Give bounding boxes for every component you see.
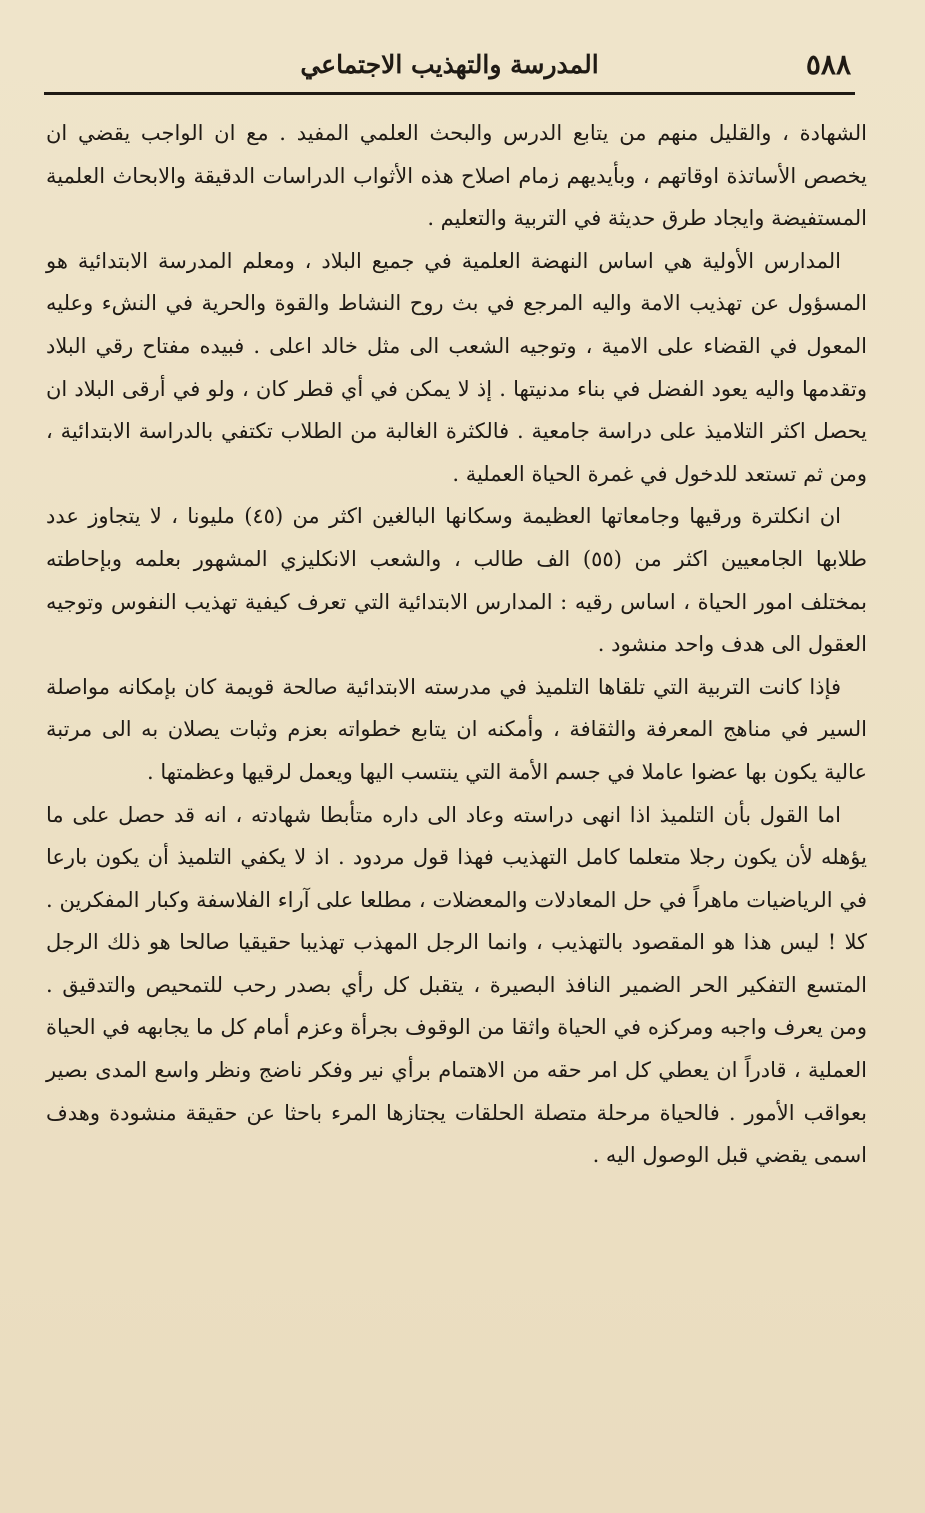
paragraph-1: الشهادة ، والقليل منهم من يتابع الدرس والبحث العلمي المفيد . مع ان الواجب يقضي ان يخصص الأساتذة اوقاتهم ، وبأيديهم زمام اصلاح هذه الأثواب الدراسات الدقيقة والابحاث العلمية المستفيضة وايجاد طرق حديثة في التربية والتعليم . bbox=[46, 121, 867, 231]
paragraph-2: المدارس الأولية هي اساس النهضة العلمية في جميع البلاد ، ومعلم المدرسة الابتدائية هو المسؤول عن تهذيب الامة واليه المرجع في بث روح النشاط والقوة والحرية في النشء وعليه المعول في القضاء على الامية ، وتوجيه الشعب الى مثل خالد اعلى . فبيده مفتاح رقي البلاد وتقدمها واليه يعود الفضل في بناء مدنيتها . إذ لا يمكن في أي قطر كان ، ولو في أرقى البلاد ان يحصل اكثر التلاميذ على دراسة جامعية . فالكثرة الغالبة من الطلاب تكتفي بالدراسة الابتدائية ، ومن ثم تستعد للدخول في غمرة الحياة العملية . bbox=[46, 248, 867, 486]
paragraph-5: اما القول بأن التلميذ اذا انهى دراسته وعاد الى داره متأبطا شهادته ، انه قد حصل على ما يؤهله لأن يكون رجلا متعلما كامل التهذيب فهذا قول مردود . اذ لا يكفي التلميذ أن يكون بارعا في الرياضيات ماهراً في حل المعادلات والمعضلات ، مطلعا على آراء الفلاسفة وكبار المفكرين . كلا ! ليس هذا هو المقصود بالتهذيب ، وانما الرجل المهذب تهذيبا حقيقيا صالحا هو ذلك الرجل المتسع التفكير الحر الضمير النافذ البصيرة ، يتقبل كل رأي بصدر رحب للتمحيص والتدقيق . ومن يعرف واجبه ومركزه في الحياة واثقا من الوقوف بجرأة وعزم أمام كل ما يجابهه في الحياة العملية ، قادراً ان يعطي كل امر حقه من الاهتمام برأي نير وفكر ناضج ونظر واسع المدى بصير بعواقب الأمور . فالحياة مرحلة متصلة الحلقات يجتازها المرء باحثا عن حقيقة منشودة وهدف اسمى يقضي قبل الوصول اليه . bbox=[46, 802, 867, 1168]
running-title: المدرسة والتهذيب الاجتماعي bbox=[300, 50, 599, 79]
page-header bbox=[44, 44, 855, 88]
body-text bbox=[46, 112, 867, 1177]
paragraph-3: ان انكلترة ورقيها وجامعاتها العظيمة وسكانها البالغين اكثر من (٤٥) مليونا ، لا يتجاوز عدد طلابها الجامعيين اكثر من (٥٥) الف طالب ، والشعب الانكليزي المشهور بعلمه وبإحاطته بمختلف امور الحياة ، اساس رقيه : المدارس الابتدائية التي تعرف كيفية تهذيب النفوس وتوجيه العقول الى هدف واحد منشود . bbox=[46, 504, 867, 657]
paragraph-4: فإذا كانت التربية التي تلقاها التلميذ في مدرسته الابتدائية صالحة قويمة كان بإمكانه مواصلة السير في مناهج المعرفة والثقافة ، وأمكنه ان يتابع خطواته بعزم وثبات يصلان به الى مرتبة عالية يكون بها عضوا عاملا في جسم الأمة التي ينتسب اليها ويعمل لرقيها وعظمتها . bbox=[46, 674, 867, 784]
page-number: ٥٨٨ bbox=[805, 48, 851, 81]
header-rule bbox=[44, 92, 855, 95]
